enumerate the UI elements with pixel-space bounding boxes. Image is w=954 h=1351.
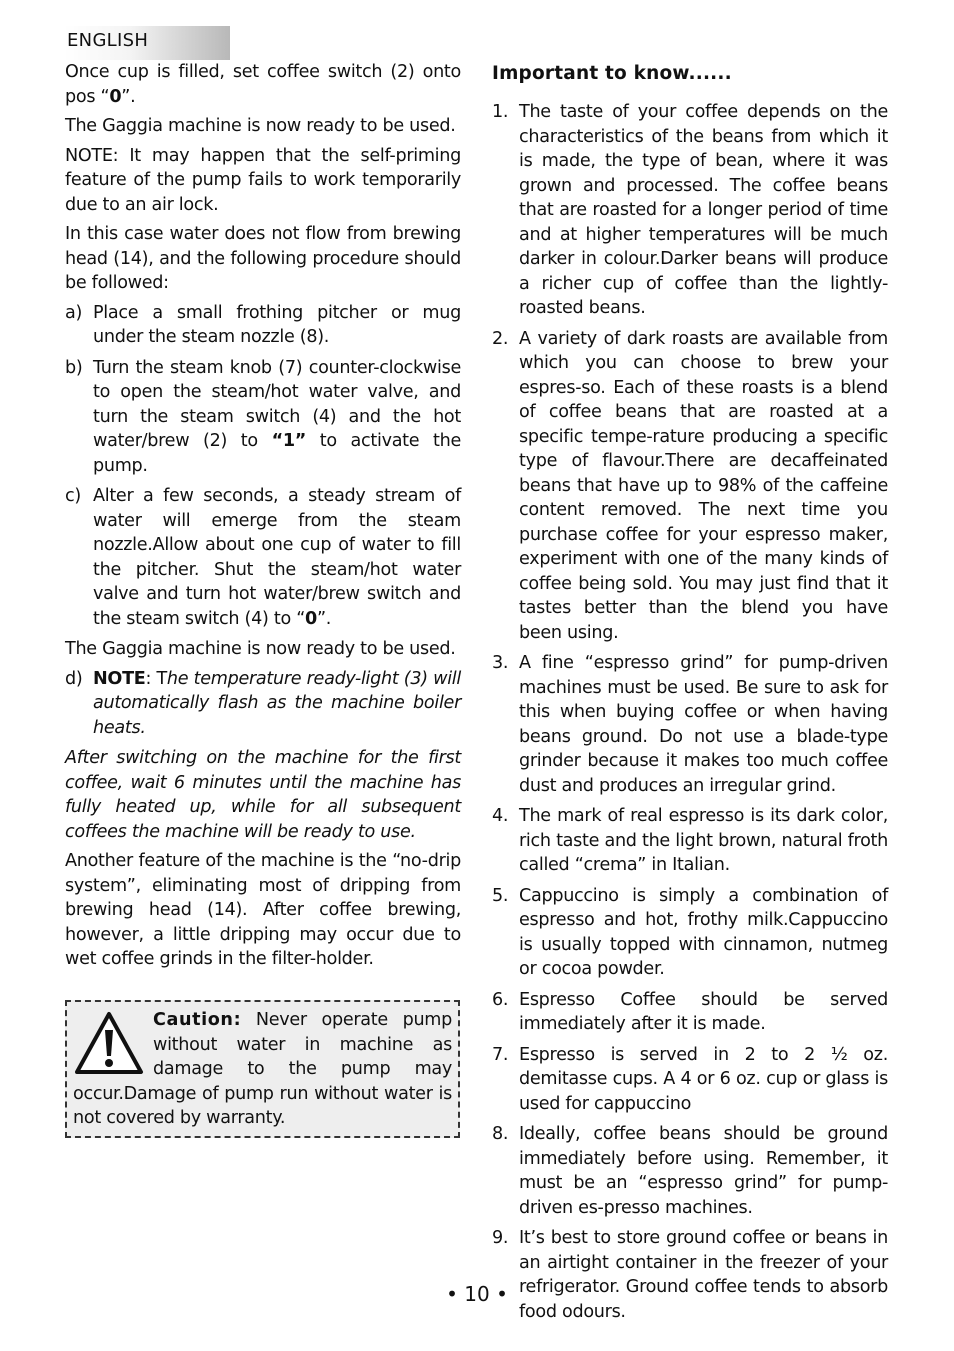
step-text: Alter a few seconds, a steady stream of water will emerge from the steam nozzle.Allow about one cup of water to fill the pitcher. Shut the steam/hot water valve and turn hot water/brew switch and the steam switch (4) to “0”.: [93, 486, 461, 629]
step-label: b): [65, 357, 83, 378]
section-heading: Important to know......: [492, 63, 732, 84]
warning-triangle-icon: [73, 1010, 145, 1076]
step-text: Place a small frothing pitcher or mug under the steam nozzle (8).: [93, 302, 461, 347]
left-column: [65, 60, 461, 977]
caution-label: Caution:: [153, 1010, 242, 1030]
list-item: 6. Espresso Coffee should be served immediately after it is made.: [492, 989, 888, 1034]
note-heating-time: After switching on the machine for the first coffee, wait 6 minutes until the machine has fully heated up, while for all subsequent coffees the machine will be ready to use.: [65, 748, 461, 842]
step-text: NOTE: The temperature ready-light (3) will automatically flash as the machine boiler heats.: [93, 668, 461, 738]
list-item: 3. A fine “espresso grind” for pump-driven machines must be used. Be sure to ask for this when buying coffee or when having beans ground. Do not use a blade-type grinder because it makes too much coffee dust and produces an irregular grind.: [492, 653, 888, 796]
step-d: [65, 667, 461, 741]
list-item: 5. Cappuccino is simply a combination of espresso and hot, frothy milk.Cappuccino is usually topped with cinnamon, nutmeg or cocoa powder.: [492, 885, 888, 979]
caution-box: [65, 1000, 460, 1138]
list-item: 7. Espresso is served in 2 to 2 ½ oz. demitasse cups. A 4 or 6 oz. cup or glass is used for cappuccino: [492, 1044, 888, 1114]
paragraph-switch-pos: Once cup is filled, set coffee switch (2) onto pos “0”.: [65, 62, 461, 107]
step-a: [65, 301, 461, 350]
list-item: 1. The taste of your coffee depends on the characteristics of the beans from which it is made, the type of bean, where it was grown and processed. The coffee beans that are roasted for a longer period of time and at higher temperatures will be much darker in colour.Darker beans will produce a richer cup of coffee than the lightly-roasted beans.: [492, 102, 888, 318]
caution-text: Never operate pump without water in machine as damage to the pump may occur.Damage of pump run without water is not covered by warranty.: [73, 1010, 452, 1128]
step-text: Turn the steam knob (7) counter-clockwise to open the steam/hot water valve, and turn the steam switch (4) and the hot water/brew (2) to “1” to activate the pump.: [93, 357, 462, 476]
step-label: c): [65, 486, 81, 506]
paragraph-ready: The Gaggia machine is now ready to be used.: [65, 116, 456, 136]
list-item: 9. It’s best to store ground coffee or beans in an airtight container in the freezer of your refrigerator. Ground coffee tends to absorb food odours.: [492, 1228, 888, 1322]
step-label: a): [65, 302, 83, 323]
list-item: 2. A variety of dark roasts are available from which you can choose to brew your espres-so. Each of these roasts is a blend of coffee beans that are roasted at a specific tempe-rature producing a specific type of flavour.There are decaffeinated beans that have up to 98% of the caffeine content removed. The next time you purchase coffee for your espresso maker, experiment with one of the many kinds of coffee being sold. You may just find that it tastes better than the blend you have been using.: [492, 328, 888, 643]
step-b: [65, 356, 461, 479]
paragraph-note-airlock: NOTE: It may happen that the self-priming feature of the pump fails to work temporarily due to an air lock.: [65, 145, 461, 215]
paragraph-no-drip: Another feature of the machine is the “no-drip system”, eliminating most of dripping from brewing head (14). After coffee brewing, however, a little dripping may occur due to wet coffee grinds in the filter-holder.: [65, 851, 461, 969]
right-column: [492, 60, 888, 1330]
list-item: 8. Ideally, coffee beans should be ground immediately before using. Remember, it must be an “espresso grind” for pump-driven es-presso machines.: [492, 1124, 888, 1218]
list-item: 4. The mark of real espresso is its dark color, rich taste and the light brown, natural froth called “crema” in Italian.: [492, 806, 888, 875]
step-c: [65, 484, 461, 631]
page-number: • 10 •: [446, 1282, 508, 1306]
step-label: d): [65, 668, 83, 689]
paragraph-procedure-intro: In this case water does not flow from brewing head (14), and the following procedure should be followed:: [65, 224, 461, 293]
language-tab: ENGLISH: [64, 26, 230, 60]
paragraph-ready-again: The Gaggia machine is now ready to be used.: [65, 639, 456, 659]
